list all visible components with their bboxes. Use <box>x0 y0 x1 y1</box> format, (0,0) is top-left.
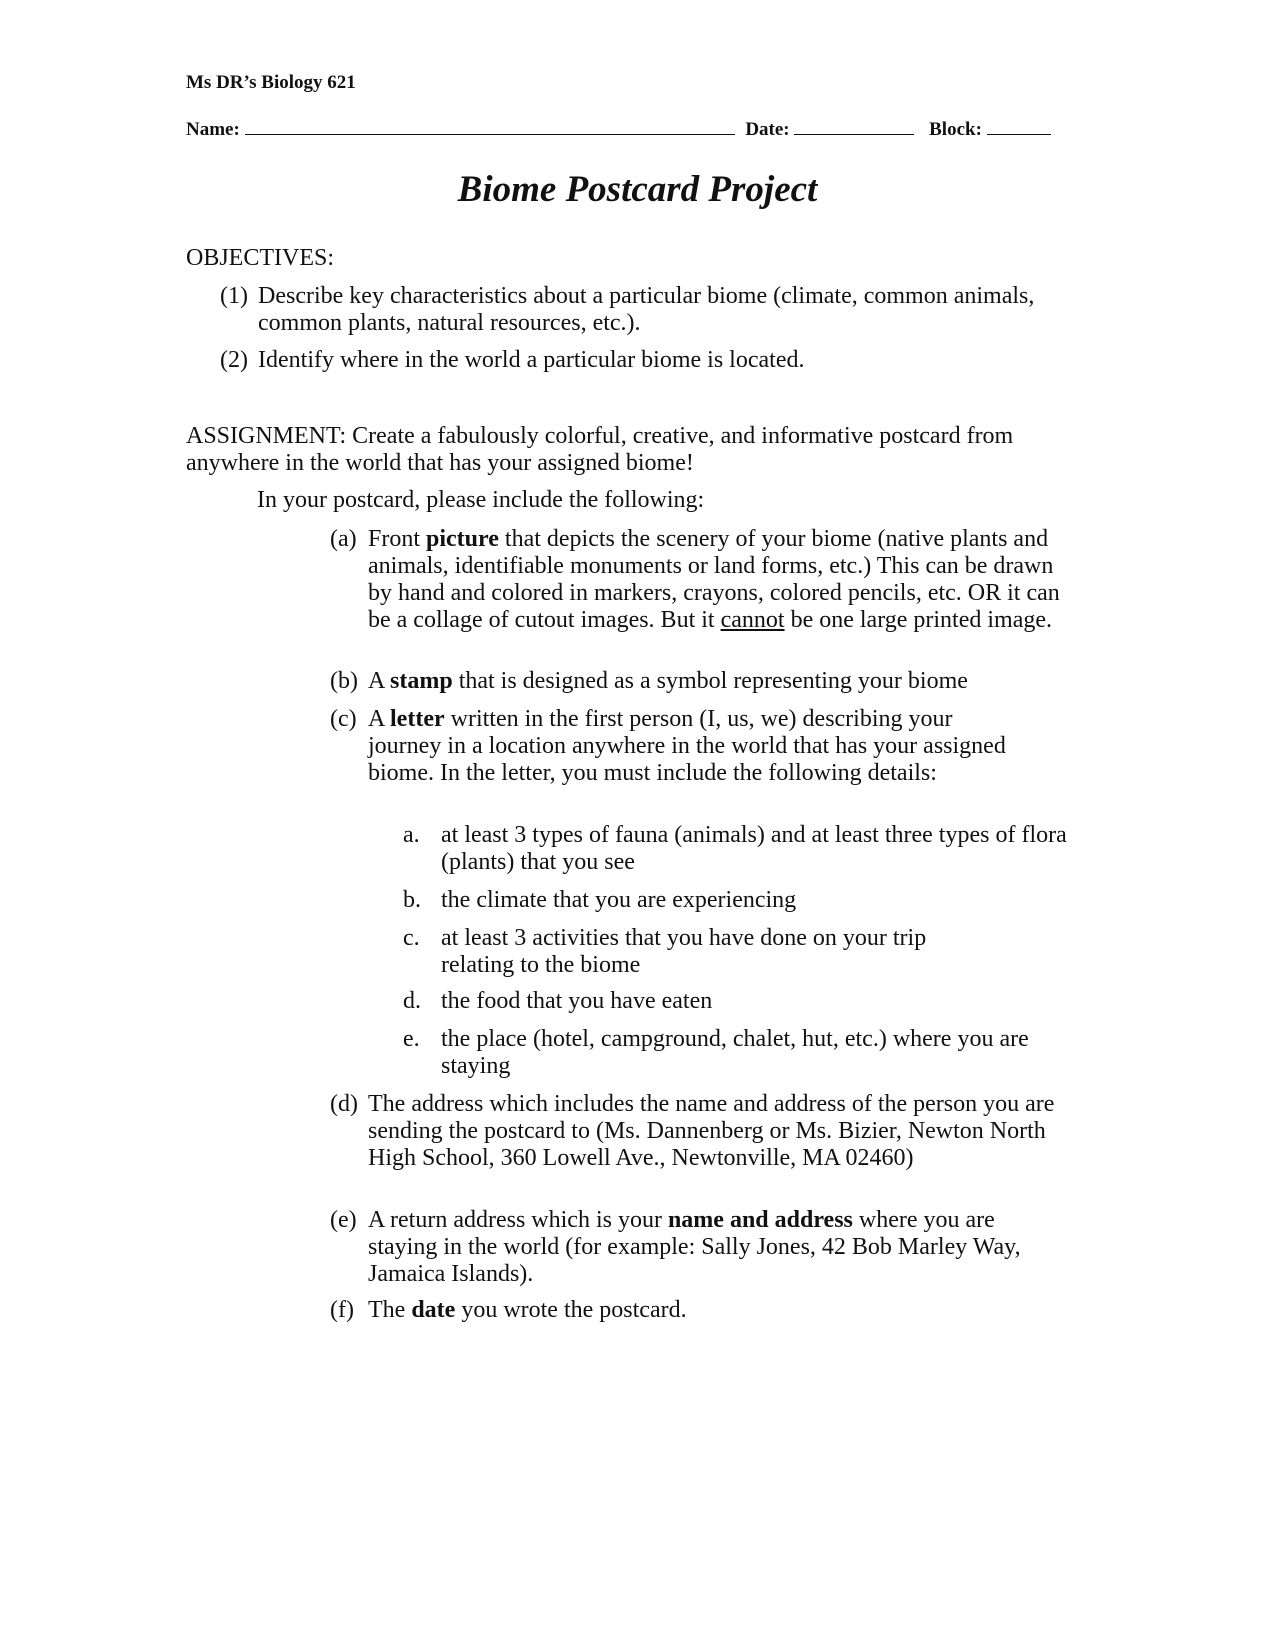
detail-item <box>403 822 1073 876</box>
text-segment: that depicts the scenery of your biome (native plants and animals, identifiable monuments or land forms, etc.) This can be drawn by hand and colored in markers, crayons, colored pencils, etc. OR it can be a collage of cutout images. But it <box>368 526 1060 633</box>
objective-text: Identify where in the world a particular biome is located. <box>258 347 805 373</box>
detail-item <box>403 1026 1083 1080</box>
requirement-label: (c) <box>330 706 357 732</box>
detail-text: the food that you have eaten <box>441 988 713 1014</box>
requirement-item <box>330 1297 1050 1324</box>
name-blank[interactable] <box>245 118 735 135</box>
requirement-text <box>368 668 1060 695</box>
text-segment: written in the first person (I, us, we) describing your journey in a location anywhere in the world that has your assigned biome. In the letter, you must include the following details: <box>368 706 1006 786</box>
detail-item <box>403 925 1003 979</box>
detail-label: e. <box>403 1026 420 1052</box>
text-segment: where you are staying in the world (for example: Sally Jones, 42 Bob Marley Way, Jamaica Islands). <box>368 1207 1021 1287</box>
requirement-item <box>330 526 1060 634</box>
requirement-item <box>330 1207 1050 1288</box>
detail-text: the climate that you are experiencing <box>441 887 797 913</box>
requirement-label: (d) <box>330 1091 358 1117</box>
objectives-heading: OBJECTIVES: <box>186 245 335 271</box>
text-segment: be one large printed image. <box>784 607 1053 633</box>
text-segment: The <box>368 1297 412 1323</box>
requirement-text <box>368 706 1030 787</box>
detail-label: a. <box>403 822 420 848</box>
bold-keyword: date <box>411 1297 456 1323</box>
objective-text: Describe key characteristics about a particular biome (climate, common animals, common plants, natural resources, etc.). <box>258 283 1035 336</box>
text-segment: you wrote the postcard. <box>455 1297 687 1323</box>
objective-item <box>220 347 1040 374</box>
requirement-item <box>330 1091 1075 1172</box>
date-blank[interactable] <box>794 118 914 135</box>
student-info-line <box>186 118 1076 141</box>
text-segment: A <box>368 668 391 694</box>
bold-keyword: picture <box>426 526 499 552</box>
requirement-item <box>330 668 1060 695</box>
text-segment: Front <box>368 526 427 552</box>
objective-label: (1) <box>220 283 248 309</box>
underlined-word: cannot <box>720 607 785 633</box>
requirement-text <box>368 526 1060 634</box>
detail-label: b. <box>403 887 421 913</box>
bold-keyword: name and address <box>667 1207 853 1233</box>
requirement-text <box>368 1207 1050 1288</box>
objective-label: (2) <box>220 347 248 373</box>
assignment-text: ASSIGNMENT: Create a fabulously colorful, creative, and informative postcard from anywhere in the world that has your assigned biome! <box>186 423 1014 476</box>
requirement-label: (e) <box>330 1207 357 1233</box>
date-label: Date: <box>745 119 790 140</box>
detail-label: c. <box>403 925 420 951</box>
detail-label: d. <box>403 988 421 1014</box>
requirement-text: The address which includes the name and address of the person you are sending the postcard to (Ms. Dannenberg or Ms. Bizier, Newton North High School, 360 Lowell Ave., Newtonville, MA 02460) <box>368 1091 1055 1171</box>
detail-item <box>403 887 1073 914</box>
bold-keyword: stamp <box>390 668 453 694</box>
page-title: Biome Postcard Project <box>457 169 818 210</box>
detail-text: at least 3 activities that you have done on your trip relating to the biome <box>441 925 927 978</box>
block-blank[interactable] <box>987 118 1051 135</box>
text-segment: A <box>368 706 391 732</box>
block-label: Block: <box>929 119 982 140</box>
requirement-label: (f) <box>330 1297 354 1323</box>
assignment-intro: In your postcard, please include the following: <box>257 487 705 513</box>
requirement-text <box>368 1297 1050 1324</box>
text-segment: that is designed as a symbol representing your biome <box>452 668 968 694</box>
detail-text: the place (hotel, campground, chalet, hut, etc.) where you are staying <box>441 1026 1029 1079</box>
detail-text: at least 3 types of fauna (animals) and at least three types of flora (plants) that you see <box>441 822 1067 875</box>
detail-item <box>403 988 1073 1015</box>
bold-keyword: letter <box>390 706 445 732</box>
requirement-label: (a) <box>330 526 357 552</box>
objective-item <box>220 283 1040 337</box>
name-label: Name: <box>186 119 240 140</box>
text-segment: A return address which is your <box>368 1207 668 1233</box>
requirement-label: (b) <box>330 668 358 694</box>
course-name: Ms DR’s Biology 621 <box>186 72 356 93</box>
requirement-item <box>330 706 1030 787</box>
